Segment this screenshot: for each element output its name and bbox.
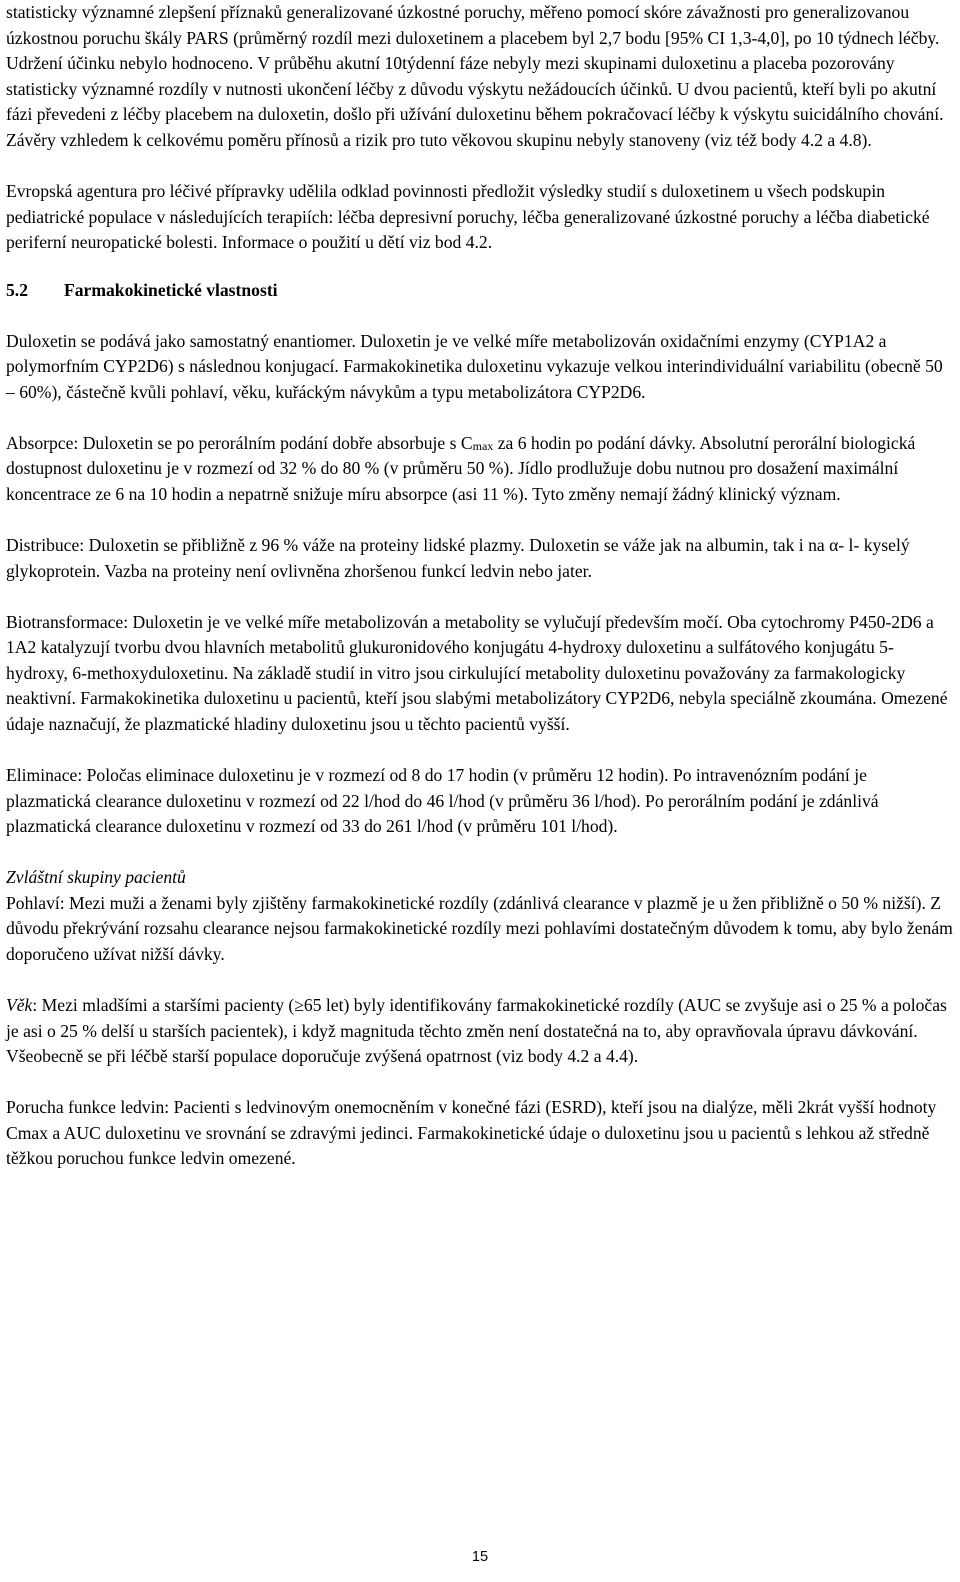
paragraph-age: [6, 993, 954, 1070]
paragraph-distribution: Distribuce: Duloxetin se přibližně z 96 % váže na proteiny lidské plazmy. Duloxetin se váže jak na albumin, tak i na α- l- kyselý glykoprotein. Vazba na proteiny není ovlivněna zhoršenou funkcí ledvin nebo jater.: [6, 535, 910, 581]
section-title: Farmakokinetické vlastnosti: [64, 279, 278, 300]
paragraph-pharmacokinetics-intro: Duloxetin se podává jako samostatný enantiomer. Duloxetin je ve velké míře metabolizován oxidačními enzymy (CYP1A2 a polymorfním CYP2D6) s následnou konjugací. Farmakokinetika duloxetinu vykazuje velkou interindividuální variabilitu (obecně 50 – 60%), částečně kvůli pohlaví, věku, kuřáckým návykům a typu metabolizátora CYP2D6.: [6, 330, 943, 402]
paragraph-renal-impairment: Porucha funkce ledvin: Pacienti s ledvinovým onemocněním v konečné fázi (ESRD), kteří jsou na dialýze, měli 2krát vyšší hodnoty Cmax a AUC duloxetinu ve srovnání se zdravými jedinci. Farmakokinetické údaje o duloxetinu jsou u pacientů s lehkou až středně těžkou poruchou funkce ledvin omezené.: [6, 1097, 937, 1169]
cmax-subscript: max: [472, 438, 494, 453]
absorption-text-end: za 6 hodin po podání dávky. Absolutní perorální biologická dostupnost duloxetinu je v rozmezí od 32 % do 80 % (v průměru 50 %). Jídlo prodlužuje dobu nutnou pro dosažení maximální koncentrace ze 6 na 10 hodin a nepatrně snižuje míru absorpce (asi 11 %). Tyto změny nemají žádný klinický význam.: [6, 432, 916, 505]
absorption-text-start: Absorpce: Duloxetin se po perorálním podání dobře absorbuje s C: [6, 432, 473, 453]
subheading-special-populations: Zvláštní skupiny pacientů: [6, 867, 186, 888]
age-label: Věk: [6, 994, 33, 1015]
paragraph-pediatric-waiver: Evropská agentura pro léčivé přípravky udělila odklad povinnosti předložit výsledky studií s duloxetinem u všech podskupin pediatrické populace v následujících terapiích: léčba depresivní poruchy, léčba generalizované úzkostné poruchy a léčba diabetické periferní neuropatické bolesti. Informace o použití u dětí viz bod 4.2.: [6, 180, 930, 253]
paragraph-efficacy: statisticky významné zlepšení příznaků generalizované úzkostné poruchy, měřeno pomocí skóre závažnosti pro generalizovanou úzkostnou poruchu škály PARS (průměrný rozdíl mezi duloxetinem a placebem byl 2,7 bodu [95% CI 1,3-4,0], po 10 týdnech léčby. Udržení účinku nebylo hodnoceno. V průběhu akutní 10týdenní fáze nebyly mezi skupinami duloxetinu a placeba pozorovány statisticky významné rozdíly v nutnosti ukončení léčby z důvodu výskytu nežádoucích účinků. U dvou pacientů, kteří byli po akutní fázi převedeni z léčby placebem na duloxetin, došlo při užívání duloxetinu během pokračovací léčby k výskytu suicidálního chování. Závěry vzhledem k celkovému poměru přínosů a rizik pro tuto věkovou skupinu nebyly stanoveny (viz též body 4.2 a 4.8).: [6, 2, 944, 150]
document-page: [6, 0, 954, 1172]
paragraph-elimination: Eliminace: Poločas eliminace duloxetinu je v rozmezí od 8 do 17 hodin (v průměru 12 hodin). Po intravenózním podání je plazmatická clearance duloxetinu v rozmezí od 22 l/hod do 46 l/hod (v průměru 36 l/hod). Po perorálním podání je zdánlivá plazmatická clearance duloxetinu v rozmezí od 33 do 261 l/hod (v průměru 101 l/hod).: [6, 765, 879, 837]
page-number: 15: [471, 1549, 489, 1565]
paragraph-gender: Pohlaví: Mezi muži a ženami byly zjištěny farmakokinetické rozdíly (zdánlivá clearance v plazmě je u žen přibližně o 50 % nižší). Z důvodu překrývání rozsahu clearance nejsou farmakokinetické rozdíly mezi pohlavími dostatečným důvodem k tomu, aby bylo ženám doporučeno užívat nižší dávky.: [6, 892, 953, 964]
paragraph-biotransformation: Biotransformace: Duloxetin je ve velké míře metabolizován a metabolity se vylučují především močí. Oba cytochromy P450-2D6 a 1A2 katalyzují tvorbu dvou hlavních metabolitů glukuronidového konjugátu 4-hydroxy duloxetinu a sulfátového konjugátu 5-hydroxy, 6-methoxyduloxetinu. Na základě studií in vitro jsou cirkulující metabolity duloxetinu považovány za farmakologicky neaktivní. Farmakokinetika duloxetinu u pacientů, kteří jsou slabými metabolizátory CYP2D6, nebyla speciálně zkoumána. Omezené údaje naznačují, že plazmatické hladiny duloxetinu jsou u těchto pacientů vyšší.: [6, 611, 948, 735]
section-heading: [6, 278, 954, 304]
paragraph-absorption: [6, 431, 954, 508]
section-number: 5.2: [6, 279, 28, 300]
age-text: : Mezi mladšími a staršími pacienty (≥65 let) byly identifikovány farmakokinetické rozdíly (AUC se zvyšuje asi o 25 % a poločas je asi o 25 % delší u starších pacientek), i když magnituda těchto změn není dostatečná na to, aby opravňovala úpravu dávkování. Všeobecně se při léčbě starší populace doporučuje zvýšená opatrnost (viz body 4.2 a 4.4).: [6, 994, 947, 1067]
